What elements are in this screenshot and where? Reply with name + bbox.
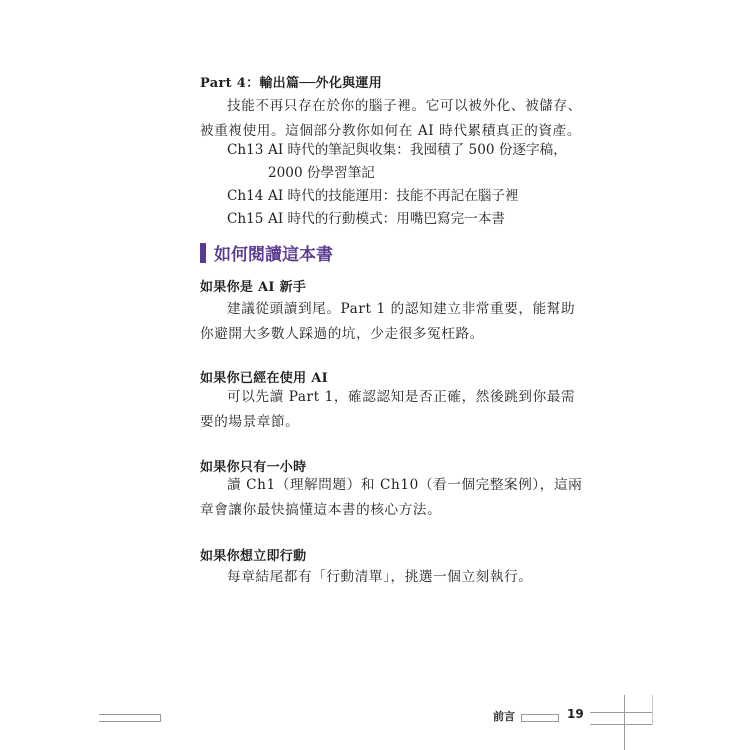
case-title: 如果你是 AI 新手 <box>200 280 307 295</box>
chapter-row <box>227 185 587 208</box>
footer-decoration-box <box>521 714 559 722</box>
case-title: 如果你已經在使用 AI <box>200 371 328 386</box>
footer-decoration-line <box>99 714 161 722</box>
chapter-title: AI 時代的行動模式：用嘴巴寫完一本書 <box>268 211 506 227</box>
part-4-title: Part 4：輸出篇──外化與運用 <box>200 76 383 91</box>
case-title: 如果你只有一小時 <box>200 460 307 475</box>
crop-mark <box>652 695 653 725</box>
chapter-number: Ch14 <box>227 188 264 204</box>
chapter-row <box>227 208 587 231</box>
case-body: 可以先讀 Part 1，確認認知是否正確，然後跳到你最需要的場景章節。 <box>200 389 576 430</box>
case-title: 如果你想立即行動 <box>200 549 307 564</box>
chapter-row <box>227 139 587 185</box>
chapter-title: AI 時代的筆記與收集：我囤積了 500 份逐字稿，2000 份學習筆記 <box>268 142 567 181</box>
crop-mark <box>590 712 652 713</box>
chapter-number: Ch15 <box>227 211 264 227</box>
case-body: 每章結尾都有「行動清單」，挑選一個立刻執行。 <box>227 569 533 585</box>
heading-bar-marker <box>200 243 206 263</box>
chapter-number: Ch13 <box>227 142 264 158</box>
case-body: 讀 Ch1（理解問題）和 Ch10（看一個完整案例），這兩章會讓你最快搞懂這本書的核心方法。 <box>200 477 583 518</box>
case-body: 建議從頭讀到尾。Part 1 的認知建立非常重要，能幫助你避開大多數人踩過的坑，少走很多冤枉路。 <box>200 301 576 342</box>
chapter-title: AI 時代的技能運用：技能不再記在腦子裡 <box>268 188 519 204</box>
part-4-intro: 技能不再只存在於你的腦子裡。它可以被外化、被儲存、被重複使用。這個部分教你如何在 AI 時代累積真正的資產。 <box>200 98 582 139</box>
section-heading-text: 如何閱讀這本書 <box>214 245 333 265</box>
crop-mark <box>590 724 652 725</box>
footer-section-label: 前言 <box>493 710 515 723</box>
section-heading <box>200 240 333 265</box>
page-number: 19 <box>567 707 584 721</box>
crop-mark <box>624 695 625 750</box>
